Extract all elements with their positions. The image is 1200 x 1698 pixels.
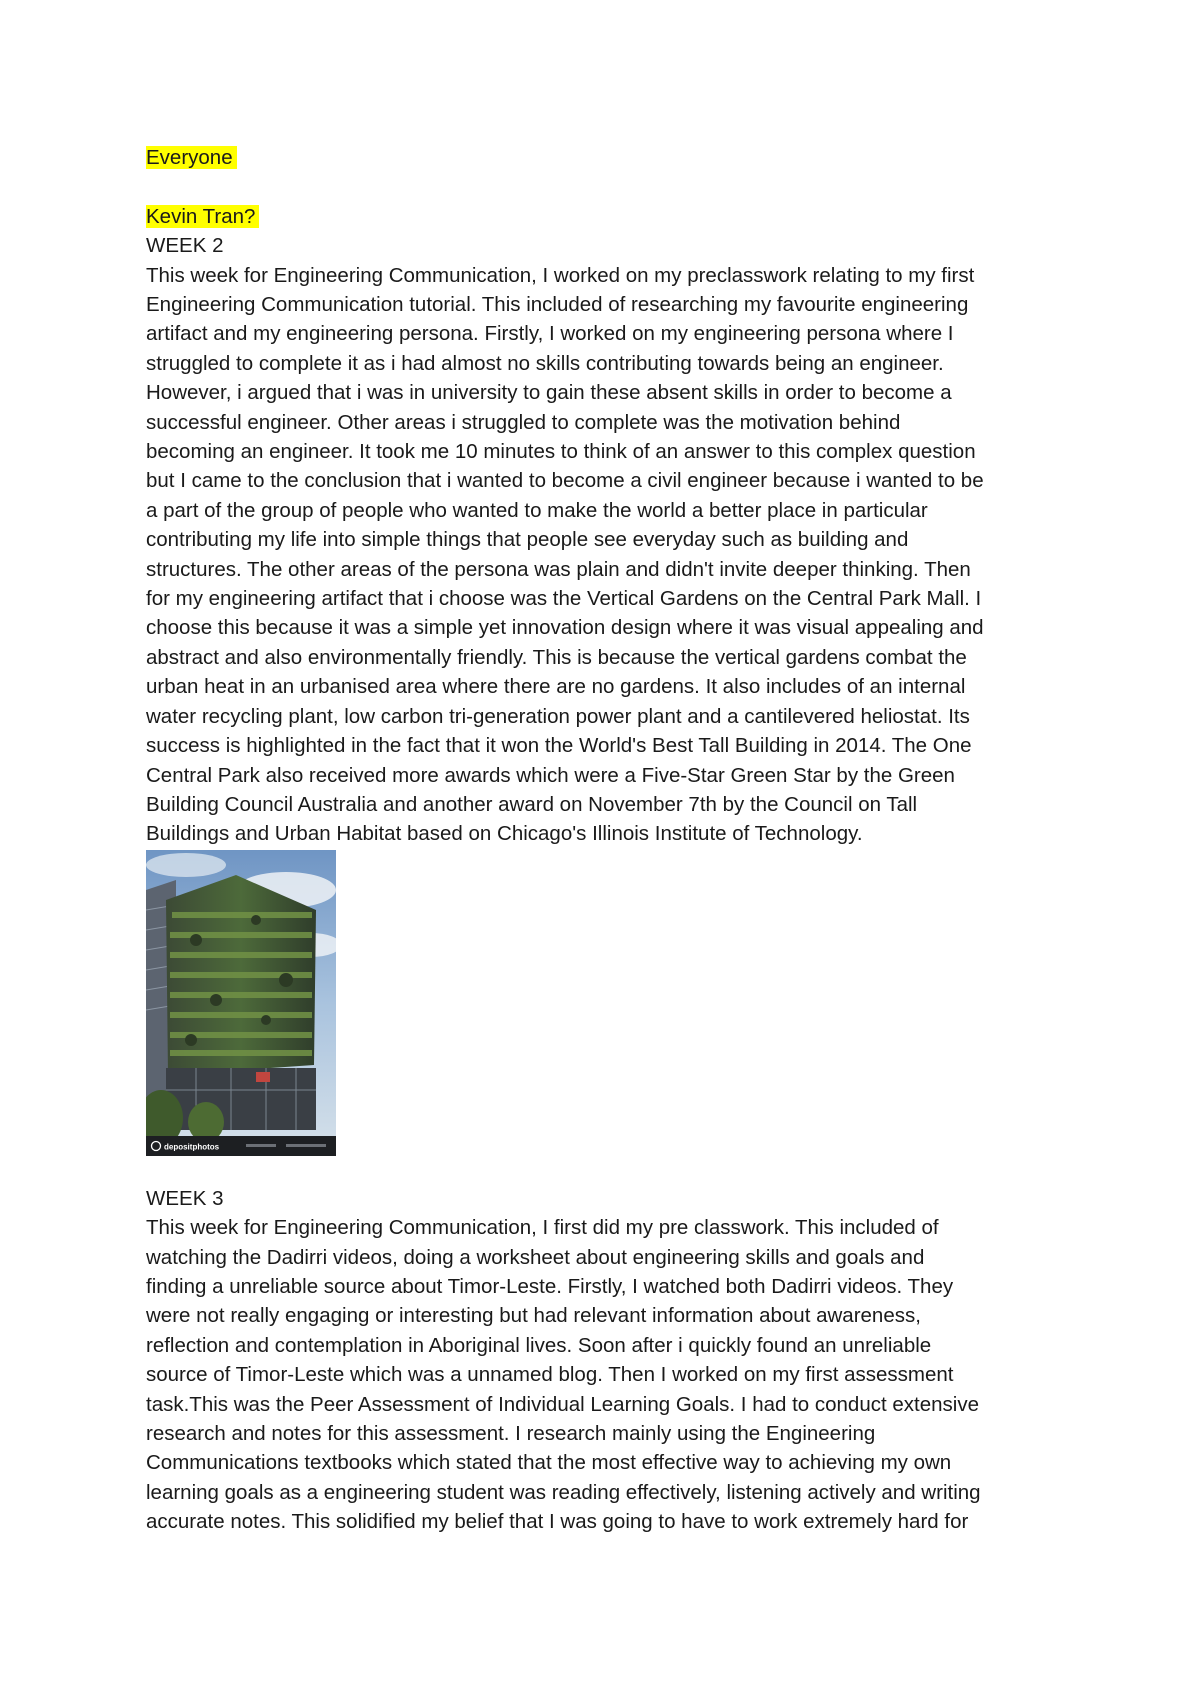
week3-line: accurate notes. This solidified my belief that I was going to have to work extremely hard for	[146, 1510, 969, 1534]
week2-line: successful engineer. Other areas i struggled to complete was the motivation behind	[146, 410, 901, 434]
week2-line: Building Council Australia and another award on November 7th by the Council on Tall	[146, 792, 918, 816]
week3-line: Communications textbooks which stated that the most effective way to achieving my own	[146, 1451, 952, 1475]
blank-line	[146, 172, 1076, 201]
week3-line: reflection and contemplation in Aboriginal lives. Soon after i quickly found an unreliable	[146, 1333, 932, 1357]
week3-line: source of Timor-Leste which was a unnamed blog. Then I worked on my first assessment	[146, 1363, 954, 1387]
document-body	[146, 143, 1076, 1537]
week3-title: WEEK 3	[146, 1186, 224, 1210]
heading-everyone: Everyone	[146, 143, 1076, 172]
week3-line: research and notes for this assessment. I research mainly using the Engineering	[146, 1421, 876, 1445]
week2-line: abstract and also environmentally friendly. This is because the vertical gardens combat the	[146, 645, 967, 669]
week3-line: learning goals as a engineering student was reading effectively, listening actively and writing	[146, 1480, 981, 1504]
week2-line: However, i argued that i was in university to gain these absent skills in order to become a	[146, 381, 952, 405]
week2-title: WEEK 2	[146, 234, 224, 258]
week2-line: Buildings and Urban Habitat based on Chicago's Illinois Institute of Technology.	[146, 822, 863, 846]
week2-line: choose this because it was a simple yet innovation design where it was visual appealing and	[146, 616, 984, 640]
week2-line: This week for Engineering Communication, I worked on my preclasswork relating to my first	[146, 263, 975, 287]
week3-line: This week for Engineering Communication, I first did my pre classwork. This included of	[146, 1216, 939, 1240]
week2-line: success is highlighted in the fact that it won the World's Best Tall Building in 2014. The One	[146, 734, 972, 758]
week2-line: becoming an engineer. It took me 10 minutes to think of an answer to this complex question	[146, 440, 976, 464]
svg-text:depositphotos: depositphotos	[164, 1142, 220, 1152]
week3-line: were not really engaging or interesting but had relevant information about awareness,	[146, 1304, 921, 1328]
week2-line: for my engineering artifact that i choose was the Vertical Gardens on the Central Park Mall. I	[146, 587, 982, 611]
week2-line: Engineering Communication tutorial. This included of researching my favourite engineering	[146, 293, 969, 317]
week2-line: water recycling plant, low carbon tri-generation power plant and a cantilevered heliostat. Its	[146, 704, 970, 728]
week2-line: urban heat in an urbanised area where there are no gardens. It also includes of an internal	[146, 675, 966, 699]
week2-line: a part of the group of people who wanted to make the world a better place in particular	[146, 498, 928, 522]
week2-line: Central Park also received more awards which were a Five-Star Green Star by the Green	[146, 763, 955, 787]
week2-line: but I came to the conclusion that i wanted to become a civil engineer because i wanted to be	[146, 469, 984, 493]
week3-line: task.This was the Peer Assessment of Individual Learning Goals. I had to conduct extensive	[146, 1392, 979, 1416]
week2-line: struggled to complete it as i had almost no skills contributing towards being an engineer.	[146, 351, 944, 375]
week2-line: artifact and my engineering persona. Firstly, I worked on my engineering persona where I	[146, 322, 954, 346]
vertical-garden-photo	[146, 850, 336, 1156]
week3-line: finding a unreliable source about Timor-Leste. Firstly, I watched both Dadirri videos. They	[146, 1274, 954, 1298]
week3-paragraph	[146, 1213, 1076, 1536]
week2-line: contributing my life into simple things that people see everyday such as building and	[146, 528, 909, 552]
week3-line: watching the Dadirri videos, doing a worksheet about engineering skills and goals and	[146, 1245, 925, 1269]
week2-paragraph	[146, 261, 1076, 849]
heading-name: Kevin Tran?	[146, 202, 1076, 231]
week2-line: structures. The other areas of the persona was plain and didn't invite deeper thinking. Then	[146, 557, 971, 581]
